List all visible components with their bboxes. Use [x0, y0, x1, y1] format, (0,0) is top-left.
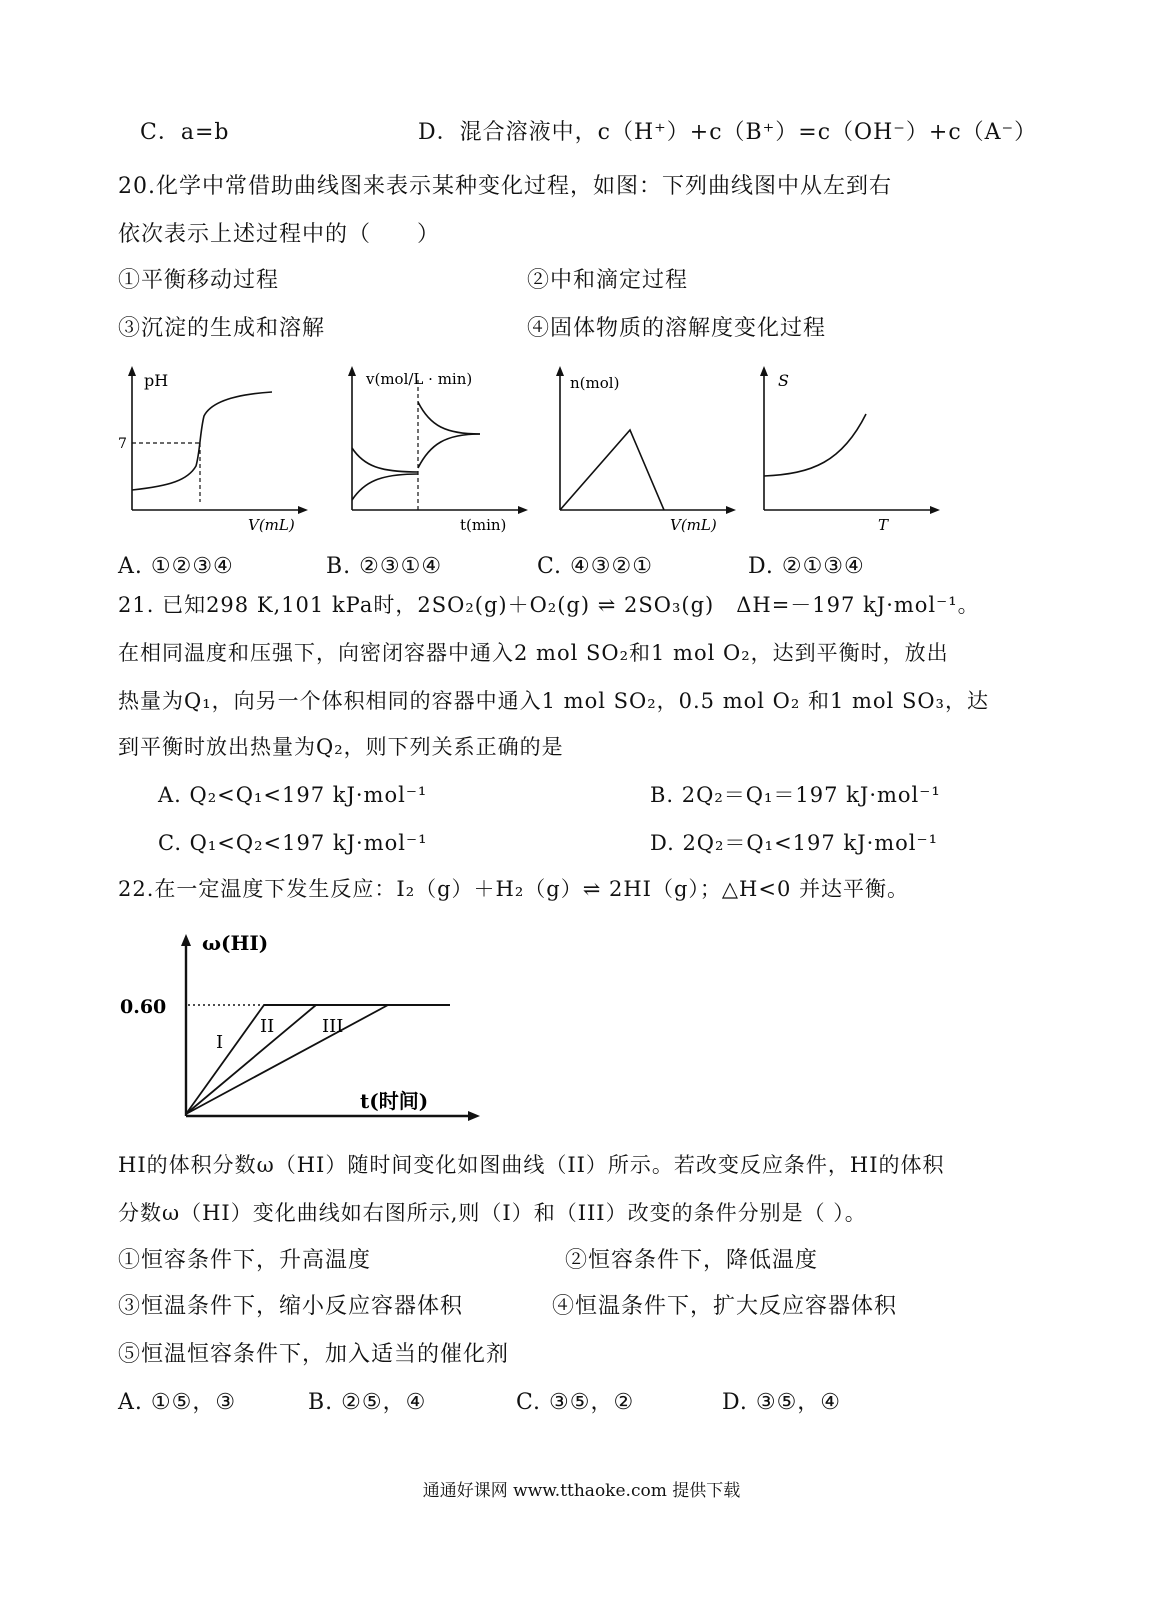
- q20-graph-ph-ylabel: pH: [144, 371, 169, 390]
- q21-option-d: D. 2Q₂＝Q₁<197 kJ·mol⁻¹: [650, 831, 939, 855]
- q21-option-a: A. Q₂<Q₁<197 kJ·mol⁻¹: [158, 783, 428, 807]
- q20-graph-n-ylabel: n(mol): [570, 374, 620, 392]
- q22-option-c: C. ③⑤，②: [516, 1390, 635, 1415]
- page-footer: 通通好课网 www.tthaoke.com 提供下载: [422, 1481, 741, 1501]
- q20-graph-ph: [110, 362, 310, 542]
- q20-graph-rate-xlabel: t(min): [460, 516, 507, 534]
- q20-item-3: ③沉淀的生成和溶解: [118, 316, 326, 341]
- q20-item-2: ②中和滴定过程: [527, 268, 689, 293]
- q21-line1: 21. 已知298 K,101 kPa时，2SO₂(g)＋O₂(g) ⇌ 2SO₃(g) ΔH=－197 kJ·mol⁻¹。: [118, 593, 980, 617]
- q20-option-c: C. ④③②①: [537, 554, 653, 579]
- q22-item-1: ①恒容条件下，升高温度: [118, 1248, 372, 1273]
- q22-option-d: D. ③⑤，④: [722, 1390, 842, 1415]
- q20-stem-line2: 依次表示上述过程中的（ ）: [118, 222, 441, 247]
- q20-stem-line1: 20.化学中常借助曲线图来表示某种变化过程，如图：下列曲线图中从左到右: [118, 174, 892, 199]
- q20-graph-rate: [330, 362, 530, 542]
- q20-option-a: A. ①②③④: [118, 554, 234, 579]
- q20-graph-s: [742, 362, 942, 542]
- q21-line3: 热量为Q₁，向另一个体积相同的容器中通入1 mol SO₂，0.5 mol O₂ 和1 mol SO₃，达: [118, 689, 989, 713]
- q20-item-4: ④固体物质的溶解度变化过程: [527, 316, 827, 341]
- q20-item-1: ①平衡移动过程: [118, 268, 280, 293]
- q20-graph-s-ylabel: S: [778, 371, 789, 390]
- q19-option-d: D．混合溶液中，c（H⁺）+c（B⁺）=c（OH⁻）+c（A⁻）: [418, 120, 1038, 145]
- q20-graph-ph-ytick: 7: [118, 436, 127, 452]
- q20-graph-s-xlabel: T: [878, 516, 889, 534]
- q22-curve-label-iii: III: [322, 1016, 344, 1037]
- q21-option-b: B. 2Q₂＝Q₁＝197 kJ·mol⁻¹: [650, 783, 941, 807]
- q21-line2: 在相同温度和压强下，向密闭容器中通入2 mol SO₂和1 mol O₂，达到平衡时，放出: [118, 641, 949, 665]
- q22-line1: 22.在一定温度下发生反应：I₂（g）＋H₂（g）⇌ 2HI（g）；△H<0 并达平衡。: [118, 877, 910, 901]
- q22-graph-xlabel: t(时间): [360, 1089, 429, 1113]
- q22-item-2: ②恒容条件下，降低温度: [565, 1248, 819, 1273]
- q22-curve-label-i: I: [216, 1032, 224, 1053]
- q22-desc-line1: HI的体积分数ω（HI）随时间变化如图曲线（II）所示。若改变反应条件，HI的体积: [118, 1153, 945, 1177]
- q22-item-4: ④恒温条件下，扩大反应容器体积: [552, 1294, 898, 1319]
- q22-graph: [110, 928, 490, 1128]
- q22-item-3: ③恒温条件下，缩小反应容器体积: [118, 1294, 464, 1319]
- q20-option-d: D. ②①③④: [748, 554, 865, 579]
- q20-graph-n: [538, 362, 738, 542]
- q22-curve-label-ii: II: [260, 1016, 275, 1037]
- q21-option-c: C. Q₁<Q₂<197 kJ·mol⁻¹: [158, 831, 428, 855]
- q22-item-5: ⑤恒温恒容条件下，加入适当的催化剂: [118, 1342, 510, 1367]
- q20-option-b: B. ②③①④: [326, 554, 443, 579]
- q19-option-c: C．a=b: [140, 120, 230, 145]
- q22-graph-ylabel: ω(HI): [202, 931, 269, 955]
- q20-graph-rate-ylabel: v(mol/L · min): [366, 370, 473, 388]
- q20-graph-n-xlabel: V(mL): [670, 516, 717, 534]
- q21-line4: 到平衡时放出热量为Q₂，则下列关系正确的是: [118, 735, 564, 759]
- q22-graph-ytick: 0.60: [120, 996, 167, 1018]
- q22-option-a: A. ①⑤，③: [118, 1390, 237, 1415]
- q22-desc-line2: 分数ω（HI）变化曲线如右图所示,则（I）和（III）改变的条件分别是（ ）。: [118, 1201, 867, 1225]
- q22-option-b: B. ②⑤，④: [308, 1390, 427, 1415]
- q20-graph-ph-xlabel: V(mL): [248, 516, 295, 534]
